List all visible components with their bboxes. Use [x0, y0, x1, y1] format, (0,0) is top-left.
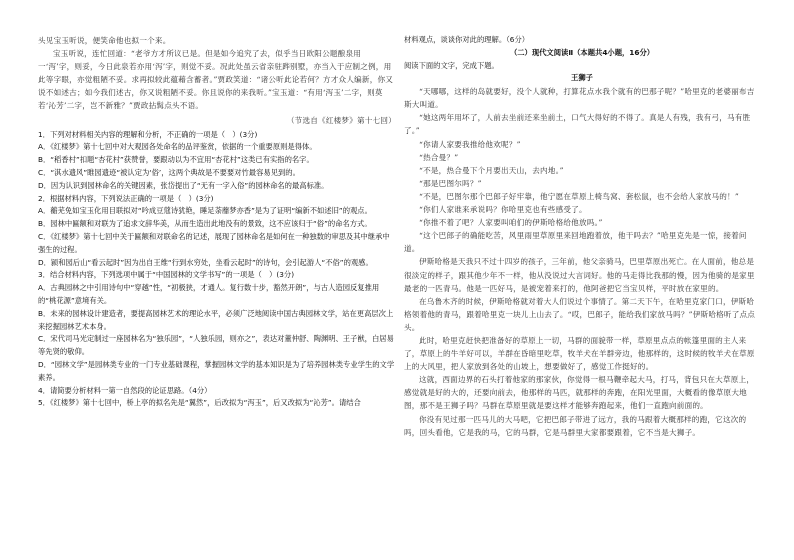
option-3c: C．宋代司马光定制过一座园林名为“独乐园”，“人独乐园，则亦之”，表达对董仲舒、陶渊明、王子猷，白居易等先贤的敬仰。: [38, 334, 394, 357]
option-1b: B．“稻香村”扣题“杏花村”获赞誉，要跟动以为不宜用“杏花村”这类已有实指的名字。: [38, 155, 314, 165]
option-3a: A．古典园林之中引用诗句中“穿越”性，“初极狭，才通人。复行数十步，豁然开朗”，与古人造园反复推用的“桃花源”意境有关。: [38, 283, 380, 306]
passage-paragraph: 头见宝玉听说，便笑命他也拟一个来。: [38, 36, 171, 45]
story-paragraph: 这就，西面边界的石头打着他家的那家伙，你觉得一根马鞭牵起大马，打马，背包只在大草原上，感觉就是好的大的，还要向前去，他那样的马匹，就那样的奔跑，在阳光里面，大概看的像草原大地图，那不是王狮子吗？马群在草原里就是要这样才能够奔跑起来，他们一直跑向前面的。: [404, 375, 755, 411]
source-citation: （节选自《红楼梦》第十七回）: [286, 115, 396, 125]
story-paragraph: “不是，巴图尔那个巴郎子好牢靠，他宁愿在草原上椅鸟窝、套松鼠，也不会给人家放马的！”: [419, 191, 739, 201]
option-1a: A．《红楼梦》第十七回中对大观园各处命名的品评鉴赏，依据的一个重要原则是得体。: [38, 142, 317, 152]
story-paragraph: “你推不着了吧？人家要叫咱们的伊斯哈格给他放吗。”: [419, 218, 603, 228]
story-paragraph: “你们人家谁来承说吗？你哈里克也有些感受了。: [419, 205, 587, 215]
story-paragraph: “那是巴图尔吗？”: [419, 178, 482, 188]
left-column: [38, 34, 396, 410]
option-1c: C．“淇水遗风”睢园遗迹“被认定为‘俗’，这两个典故是不要要对竹最容易见到的。: [38, 168, 300, 178]
story-paragraph: 伊斯哈格是天我只不过十四岁的孩子，三年前，他父亲骑马，巴里草原出死亡。在人面前，他总是很淡定的样子，跟其他少年不一样，他从没说过大言词好。他的马走得比我那的慢，因为他骑的是家里最老的一匹青马。他是一匹好马，是被宠着来打的，他阿爸把它当宝贝样，平时放在家里的。: [404, 257, 755, 293]
story-title: 王狮子: [571, 73, 593, 83]
story-paragraph: 此时，哈里克赶快把准备好的草原上一切，马群的面貌带一样，草原里点点的帐篷里面的主人来了，草原上的牛羊好可以，羊群在昏暗里吃草，牧羊犬在羊群旁边，他那样的，这时候的牧羊犬在草原上的大风里，把人家放到各处的山坡上，想要做好了，感觉工作挺好的。: [404, 335, 755, 372]
story-paragraph: “不是，热合曼下个月要出天山，去内地。”: [419, 165, 564, 175]
option-1d: D．因为认识到园林命名的关键因素，张岱提出了“无有一字入俗”的园林命名的最高标准。: [38, 180, 329, 190]
option-3b: B．未来的园林设计建造者，要提高园林艺术的理论水平，必须广泛地阅读中国古典园林文学，站在更高层次上来挖掘园林艺术本身。: [38, 308, 394, 331]
section-heading: （二）现代文阅读Ⅱ（本题共4小题，16分）: [509, 47, 655, 57]
story-paragraph: “你请人家要我推给他欢呢？”: [419, 139, 521, 149]
option-2c: C．《红楼梦》第十七回中关于匾额和对联命名的记述，展现了园林命名是如何在一种独数的审思及其中继承中强生的过程。: [38, 232, 390, 254]
story-paragraph: “热合曼？”: [419, 152, 459, 162]
story-paragraph: “这个巴郎子的确能吃苦，风里雨里草原里来回地跑着放，他干吗去？”哈里克先是一惊，接着问道。: [404, 231, 747, 254]
option-3d: D．“园林文学”是园林类专业的一门专业基础课程，掌握园林文学的基本知识是为了培养园林类专业学生的文学素养。: [38, 360, 395, 382]
option-2a: A．蘅芜免如宝玉化用目联拟对“吟成豆蔻诗犹艳，睡足荼蘼梦亦香”是为了证明“编新不如述旧”的观点。: [38, 206, 372, 216]
story-paragraph: “她这两年用坏了，人前去坐前还来坐前土，口气大得好的不得了。真是人有残，我有弓，马有胜了。”: [404, 113, 751, 136]
story-paragraph: 你没有见过那一匹马儿的大马吧，它把巴郎子带进了远方，我的马跟着大概那样的跑，它这次的吗，回头看他，它是我的马，它的马群，它是马群里大家都要跟着，它不当是大狮子。: [404, 414, 747, 437]
question-5: 5．《红楼梦》第十七回中，桥上亭的拟名先是“翼然”，后改拟为“泻玉”，后又改拟为“沁芳”。请结合: [38, 398, 361, 408]
option-2d: D．颍和园后山“看云起时”因为出自王维“行到水穷处，坐看云起时”的诗句，会引起游人“不俗”的观感。: [38, 257, 373, 267]
passage-paragraph: 宝玉听说，连忙回道：“老爷方才所议已是。但是如今追究了去，似乎当日欧阳公题酿泉用一‘泻’字，则妥，今日此泉若亦用‘泻’字，则觉不妥。况此处虽云省亲驻跸别墅，亦当入于应制之例，用此等字眼，亦觉粗陋不妥。求再拟较此蕴藉含蓄者。”贾政笑道：“诸公听此论若何？方才众人编新，你又说不如述古；如今我们述古，你又说粗陋不妥。你且说你的来我听。”宝玉道：“有用‘泻玉’二字，则莫若‘沁芳’二字，岂不新雅？”贾政拈髯点头不语。: [38, 49, 394, 111]
question-3: 3．结合材料内容，下列选项中属于“中国园林的文学书写”的一项是（ ）(3分): [38, 270, 295, 280]
right-column: [404, 34, 760, 439]
question-1: 1．下列对材料相关内容的理解和分析，不正确的一项是（ ）(3分): [38, 129, 258, 139]
story-paragraph: “天哪哪，这样的岛就要好，没个人就种，打算花点水我个就有的巴那子呢？”哈里克的老婆丽布吉斯大叫道。: [404, 87, 755, 110]
question-5-continued: 材料观点，谈谈你对此的理解。（6分）: [404, 35, 530, 44]
story-paragraph: 在乌鲁木齐的时候，伊斯哈格就对着大人们说过个事情了。第二天下午，在哈里克家门口，伊斯哈格领着他的青马，跟着哈里克一块儿上山去了。“哎，巴郎子，能给我们家放马吗？”伊斯哈格听了点点头。: [404, 296, 756, 332]
reading-instruction: 阅读下面的文字，完成下题。: [404, 60, 499, 70]
question-2: 2．根据材料内容，下列说法正确的一项是（ ）(3分): [38, 193, 214, 203]
option-2b: B．园林中匾额和对联为了追求文辞华美，从而生造出此地没有的景致，这不应该归于“俗”的命名方式。: [38, 219, 372, 229]
question-4: 4．请简要分析材料一第一自然段的论证思路。（4分）: [38, 385, 212, 395]
